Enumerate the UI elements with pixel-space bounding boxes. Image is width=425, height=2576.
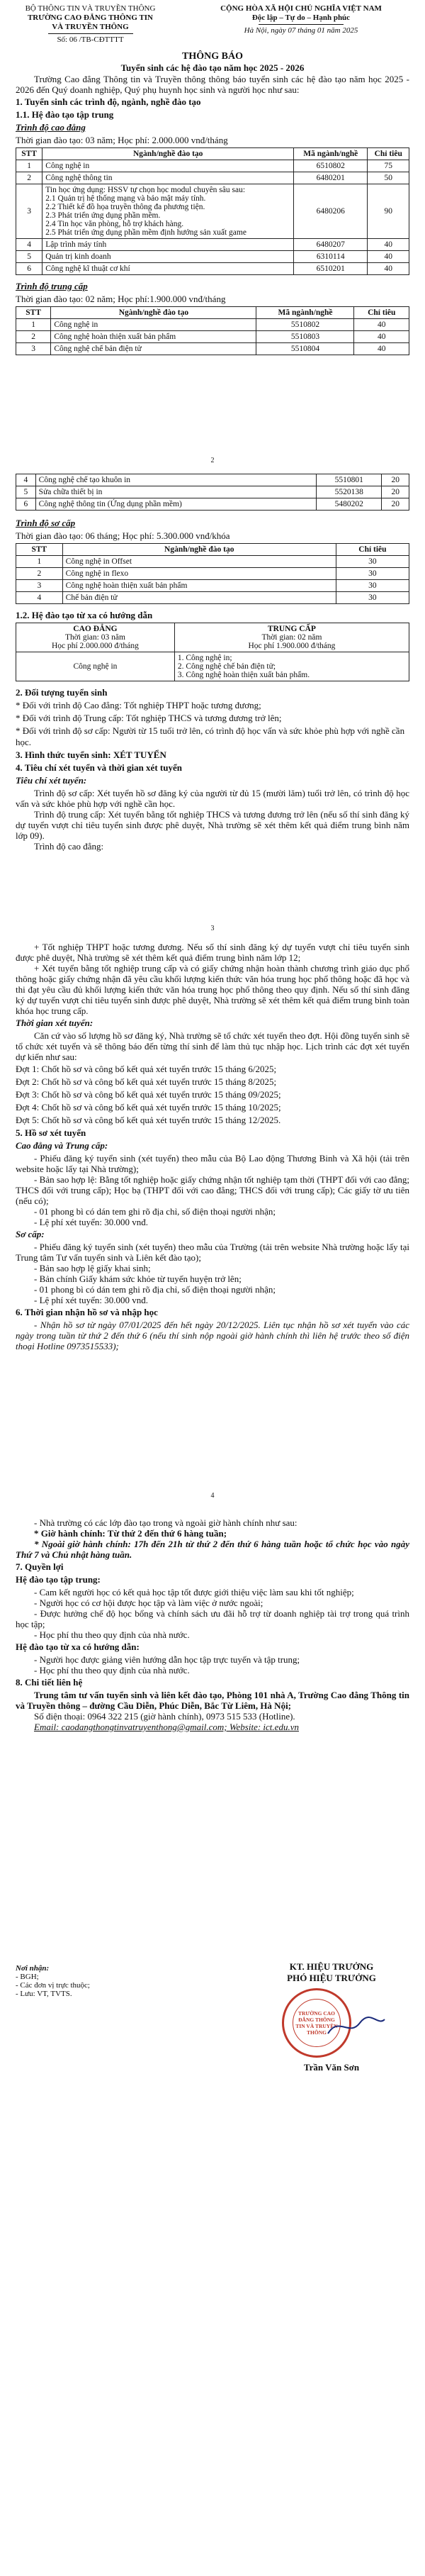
docs-elementary-2: - Bản sao hợp lệ giấy khai sinh; (34, 1263, 151, 1273)
benefit-4: - Học phí thu theo quy định của nhà nước. (34, 1629, 190, 1640)
remote-major-1: 1. Công nghệ in; (177, 654, 232, 662)
remote-college-fee: Học phí 2.000.000 đ/tháng (51, 642, 139, 650)
table-cell-code: 5520138 (317, 486, 382, 498)
recipients-block (16, 1964, 178, 1998)
table-cell-name: Công nghệ kĩ thuật cơ khí (42, 263, 294, 275)
column-header: Mã ngành/nghề (294, 148, 368, 160)
benefits-fulltime-heading: Hệ đào tạo tập trung: (16, 1574, 101, 1585)
remote-intermediate-time: Thời gian: 02 năm (261, 633, 322, 642)
table-cell-stt: 3 (16, 184, 42, 239)
section-1-1-heading: 1.1. Hệ đào tạo tập trung (16, 109, 114, 120)
table-cell-quota: 30 (336, 592, 409, 604)
class-schedule-intro: - Nhà trường có các lớp đào tạo trong và ngoài giờ hành chính như sau: (34, 1517, 298, 1528)
criteria-college-label: Trình độ cao đẳng: (34, 841, 104, 852)
table-cell-code: 6510201 (294, 263, 368, 275)
criteria-college-1: + Tốt nghiệp THPT hoặc tương đương. Nếu số thí sinh đăng ký dự tuyển vượt chỉ tiêu tuyển sinh được phê duyệt, Nhà trường sẽ xét thêm kết quả điểm trung bình năm lớp 12; (16, 942, 409, 963)
table-row (16, 556, 409, 568)
table-row (16, 251, 409, 263)
docs-elementary-4: - 01 phong bì có dán tem ghi rõ địa chỉ, số điện thoại người nhận; (34, 1284, 276, 1295)
round-5: Đợt 5: Chốt hồ sơ và công bố kết quả xét tuyển trước 15 tháng 12/2025. (16, 1115, 281, 1125)
table-cell-code: 5510803 (256, 331, 354, 343)
college-level-meta: Thời gian đào tạo: 03 năm; Học phí: 2.000.000 vnđ/tháng (16, 135, 228, 145)
table-cell-quota: 40 (354, 343, 409, 355)
page-2 (0, 454, 425, 922)
table-cell-name: Chế bản điện tử (62, 592, 336, 604)
document-number: Số: 06 /TB-CĐTTTT (57, 35, 124, 44)
section-7-heading: 7. Quyền lợi (16, 1561, 64, 1572)
docs-college-1: - Phiếu đăng ký tuyển sinh (xét tuyển) theo mẫu của Bộ Lao động Thương Binh và Xã hội (tải trên website hoặc lấy tại Nhà trường); (16, 1153, 409, 1174)
table-cell-quota: 20 (382, 474, 409, 486)
issuer-block (7, 4, 174, 45)
country-name: CỘNG HÒA XÃ HỘI CHỦ NGHĨA VIỆT NAM (220, 4, 382, 13)
section-2-heading: 2. Đối tượng tuyển sinh (16, 687, 108, 698)
office-hours: * Giờ hành chính: Từ thứ 2 đến thứ 6 hàng tuần; (34, 1528, 227, 1539)
page-4-content (16, 1517, 409, 1732)
table-cell-name: Quản trị kinh doanh (42, 251, 294, 263)
section-3-heading: 3. Hình thức tuyển sinh: XÉT TUYỂN (16, 749, 166, 760)
table-cell-name: Sửa chữa thiết bị in (35, 486, 316, 498)
criteria-intermediate: Trình độ trung cấp: Xét tuyển bằng tốt nghiệp THCS và tương đương trở lên (nếu số thí sinh đăng ký dự tuyển vượt chỉ tiêu tuyển sinh được phê duyệt, Nhà trường sẽ xét thêm kết quả điểm trung bình năm lớp 09). (16, 809, 409, 841)
intermediate-level-heading: Trình độ trung cấp (16, 281, 88, 291)
remote-college-time: Thời gian: 03 năm (64, 633, 125, 642)
table-cell-name: Công nghệ hoàn thiện xuất bản phẩm (62, 580, 336, 592)
section-1-heading: 1. Tuyển sinh các trình độ, ngành, nghề đào tạo (16, 96, 201, 107)
intro-paragraph: Trường Cao đẳng Thông tin và Truyền thông thông báo tuyển sinh các hệ đào tạo năm học 2025 - 2026 đến Quý doanh nghiệp, Quý phụ huynh học sinh và người học như sau: (16, 74, 409, 95)
column-header: STT (16, 307, 51, 319)
stamp-text: TRƯỜNG CAO ĐẲNG THÔNG TIN VÀ TRUYỀN THÔNG (293, 1999, 341, 2047)
criteria-elementary: Trình độ sơ cấp: Xét tuyển hồ sơ đăng ký của người từ đủ 15 (mười lăm) tuổi trở lên, có trình độ học vấn và sức khỏe phù hợp với nghề cần học. (16, 788, 409, 809)
benefits-remote-heading: Hệ đào tạo từ xa có hướng dẫn: (16, 1641, 140, 1652)
table-cell-name: Công nghệ in Offset (62, 556, 336, 568)
elementary-programs-table (16, 543, 409, 604)
table-cell-name: Công nghệ thông tin (42, 172, 294, 184)
college-programs-table (16, 147, 409, 275)
table-cell-stt: 6 (16, 498, 36, 511)
table-cell-quota: 75 (368, 160, 409, 172)
table-cell-stt: 3 (16, 580, 63, 592)
page-number: 2 (210, 457, 215, 464)
page-3-content (16, 942, 409, 1351)
round-4: Đợt 4: Chốt hồ sơ và công bố kết quả xét tuyển trước 15 tháng 10/2025; (16, 1102, 281, 1113)
target-elementary: * Đối với trình độ sơ cấp: Người từ 15 tuổi trở lên, có trình độ học vấn và sức khỏe phù hợp với nghề cần học. (16, 725, 405, 747)
school-name-line2: VÀ TRUYỀN THÔNG (52, 23, 129, 31)
docs-elementary-heading: Sơ cấp: (16, 1229, 45, 1239)
table-cell-code: 5480202 (317, 498, 382, 511)
docs-college-4: - Lệ phí xét tuyển: 30.000 vnđ. (34, 1217, 149, 1227)
section-4-heading: 4. Tiêu chí xét tuyển và thời gian xét tuyển (16, 762, 182, 773)
stamp-area (254, 1984, 409, 2062)
table-cell-stt: 6 (16, 263, 42, 275)
contact-phone: Số điện thoại: 0964 322 215 (giờ hành chính), 0973 515 533 (Hotline). (34, 1711, 295, 1722)
table-cell-quota: 30 (336, 568, 409, 580)
timing-heading: Thời gian xét tuyển: (16, 1017, 94, 1028)
remote-benefit-2: - Học phí thu theo quy định của nhà nước. (34, 1665, 190, 1675)
docs-elementary-3: - Bản chính Giấy khám sức khỏe từ tuyến huyện trở lên; (34, 1273, 242, 1284)
table-cell-name: Công nghệ thông tin (Ứng dụng phần mềm) (35, 498, 316, 511)
table-cell-quota: 40 (354, 331, 409, 343)
table-row (16, 498, 409, 511)
document-title: THÔNG BÁO (182, 51, 243, 62)
remote-major-2: 2. Công nghệ chế bản điện tử; (177, 662, 276, 671)
table-cell-stt: 5 (16, 251, 42, 263)
table-cell-quota: 30 (336, 580, 409, 592)
sign-on-behalf: KT. HIỆU TRƯỞNG (289, 1961, 374, 1972)
target-college: * Đối với trình độ Cao đẳng: Tốt nghiệp THPT hoặc tương đương; (16, 700, 261, 710)
column-header: Ngành/nghề đào tạo (62, 544, 336, 556)
column-header: Mã ngành/nghề (256, 307, 354, 319)
table-cell-stt: 5 (16, 486, 36, 498)
table-cell-stt: 2 (16, 568, 63, 580)
elementary-level-heading: Trình độ sơ cấp (16, 518, 76, 528)
round-3: Đợt 3: Chốt hồ sơ và công bố kết quả xét tuyển trước 15 tháng 09/2025; (16, 1089, 281, 1100)
column-header: Chỉ tiêu (336, 544, 409, 556)
benefit-1: - Cam kết người học có kết quả học tập tốt được giới thiệu việc làm sau khi tốt nghiệp; (34, 1587, 354, 1598)
page-4 (0, 1489, 425, 1957)
contact-email[interactable]: Email: caodangthongtinvatruyenthong@gmail.com; Website: ict.edu.vn (34, 1722, 299, 1732)
signer-name: Trần Văn Sơn (303, 2062, 360, 2073)
criteria-heading: Tiêu chí xét tuyển: (16, 775, 87, 786)
round-1: Đợt 1: Chốt hồ sơ và công bố kết quả xét tuyển trước 15 tháng 6/2025; (16, 1064, 277, 1074)
table-row (16, 343, 409, 355)
round-2: Đợt 2: Chốt hồ sơ và công bố kết quả xét tuyển trước 15 tháng 8/2025; (16, 1076, 277, 1087)
intermediate-level-meta: Thời gian đào tạo: 02 năm; Học phí:1.900.000 vnđ/tháng (16, 294, 226, 304)
table-cell-name: Công nghệ chế bản điện tử (51, 343, 256, 355)
table-cell-quota: 40 (368, 263, 409, 275)
signature-icon (324, 2012, 388, 2041)
table-cell-quota: 50 (368, 172, 409, 184)
page-2-content (16, 474, 409, 852)
table-cell-name: Tin học ứng dụng: HSSV tự chọn học modul chuyên sâu sau: 2.1 Quản trị hệ thống mạng và bảo mật máy tính. 2.2 Thiết kế đồ họa truyền thông đa phương tiện. 2.3 Phát triển ứng dụng phần mềm. 2.4 Tin học văn phòng, hỗ trợ khách hàng. 2.5 Phát triển ứng dụng phần mềm định hướng sản xuất game (42, 184, 294, 239)
section-1-2-heading: 1.2. Hệ đào tạo từ xa có hướng dẫn (16, 610, 153, 620)
docs-college-2: - Bản sao hợp lệ: Bằng tốt nghiệp hoặc giấy chứng nhận tốt nghiệp tạm thời (THPT đối với cao đẳng; THCS đối với trung cấp); Học bạ (THPT đối với cao đẳng; THCS đối với trung cấp); Các giấy tờ ưu tiên (nếu có); (16, 1174, 409, 1206)
page-number: 4 (210, 1492, 215, 1500)
table-cell-quota: 90 (368, 184, 409, 239)
table-row (16, 184, 409, 239)
section-8-heading: 8. Chi tiết liên hệ (16, 1677, 83, 1688)
timing-text: Căn cứ vào số lượng hồ sơ đăng ký, Nhà trường sẽ tổ chức xét tuyển theo đợt. Hội đồng tuyển sinh sẽ tổ chức xét tuyển và sẽ thông báo đến từng thí sinh để làm thủ tục nhập học. Lịch trình các đợt xét tuyển dự kiến như sau: (16, 1030, 409, 1062)
intermediate-programs-table-part1 (16, 306, 409, 355)
table-row (16, 239, 409, 251)
recipient-3: - Lưu: VT, TVTS. (16, 1990, 72, 1998)
table-cell-stt: 1 (16, 319, 51, 331)
remote-benefit-1: - Người học được giảng viên hướng dẫn học tập trực tuyến và tập trung; (34, 1654, 300, 1665)
table-cell-stt: 4 (16, 239, 42, 251)
national-motto-block (184, 4, 418, 35)
table-cell-code: 6480206 (294, 184, 368, 239)
table-row (16, 160, 409, 172)
table-cell-stt: 4 (16, 474, 36, 486)
signature-block (254, 1961, 409, 2073)
table-cell-stt: 1 (16, 160, 42, 172)
table-row (16, 568, 409, 580)
table-cell-quota: 20 (382, 498, 409, 511)
page-1-content (16, 51, 409, 355)
criteria-college-2: + Xét tuyển bằng tốt nghiệp trung cấp và có giấy chứng nhận hoàn thành chương trình giáo dục phổ thông hoặc giấy chứng nhận đã yêu cầu khối lượng kiến thức văn hóa trung học phổ thông hoặc đã học và thi đạt yêu cầu đủ khối lượng kiến thức văn hóa trung học phổ thông theo quy định. Nếu số thí sinh đăng ký dự tuyển vượt chỉ tiêu tuyển sinh được phê duyệt, Nhà trường sẽ xét thêm kết quả điểm trung bình toàn khóa học trung cấp. (16, 963, 409, 1016)
column-header: Chỉ tiêu (368, 148, 409, 160)
table-cell-stt: 1 (16, 556, 63, 568)
table-cell-quota: 40 (368, 251, 409, 263)
school-name-line1: TRƯỜNG CAO ĐẲNG THÔNG TIN (27, 13, 154, 22)
contact-address: Trung tâm tư vấn tuyển sinh và liên kết đào tạo, Phòng 101 nhà A, Trường Cao đẳng Thông tin và Truyền thông – đường Cầu Diễn, Phúc Diễn, Bắc Từ Liêm, Hà Nội; (16, 1690, 409, 1711)
table-cell-name: Công nghệ in (51, 319, 256, 331)
table-cell-code: 6510802 (294, 160, 368, 172)
table-cell-name: Lập trình máy tính (42, 239, 294, 251)
table-row (16, 263, 409, 275)
remote-intermediate-title: TRUNG CẤP (267, 625, 316, 633)
column-header: Ngành/nghề đào tạo (42, 148, 294, 160)
docs-college-heading: Cao đẳng và Trung cấp: (16, 1140, 108, 1151)
table-cell-code: 5510804 (256, 343, 354, 355)
ministry-name: BỘ THÔNG TIN VÀ TRUYỀN THÔNG (25, 4, 156, 13)
benefit-2: - Người học có cơ hội được học tập và làm việc ở nước ngoài; (34, 1598, 264, 1608)
issue-date: Hà Nội, ngày 07 tháng 01 năm 2025 (244, 26, 358, 35)
college-level-heading: Trình độ cao đẳng (16, 122, 86, 133)
column-header: STT (16, 148, 42, 160)
intermediate-programs-table-part2 (16, 474, 409, 511)
section-5-heading: 5. Hồ sơ xét tuyển (16, 1127, 86, 1138)
table-cell-code: 6480207 (294, 239, 368, 251)
table-cell-name: Công nghệ chế tạo khuôn in (35, 474, 316, 486)
signer-role: PHÓ HIỆU TRƯỞNG (287, 1973, 376, 1983)
intake-period: - Nhận hồ sơ từ ngày 07/01/2025 đến hết ngày 20/12/2025. Liên tục nhận hồ sơ xét tuyển vào các ngày trong tuần từ thứ 2 đến thứ 6 (nếu thí sinh nộp ngoài giờ hành chính thì liên hệ trước theo số điện thoại Hotline 0973515533); (16, 1320, 409, 1351)
document-subtitle: Tuyển sinh các hệ đào tạo năm học 2025 - 2026 (120, 62, 305, 73)
table-row (16, 580, 409, 592)
table-cell-stt: 2 (16, 172, 42, 184)
table-cell-stt: 2 (16, 331, 51, 343)
document-header (7, 4, 418, 47)
table-cell-code: 5510802 (256, 319, 354, 331)
recipient-2: - Các đơn vị trực thuộc; (16, 1981, 90, 1990)
table-cell-name: Công nghệ hoàn thiện xuất bản phẩm (51, 331, 256, 343)
table-row (16, 592, 409, 604)
benefit-3: - Được hưởng chế độ học bổng và chính sách ưu đãi hỗ trợ từ doanh nghiệp tài trợ trong quá trình học tập; (16, 1608, 409, 1629)
table-row (16, 319, 409, 331)
page-number: 3 (210, 925, 215, 932)
recipients-title: Nơi nhận: (16, 1964, 50, 1973)
motto: Độc lập – Tự do – Hạnh phúc (251, 13, 351, 22)
remote-intermediate-fee: Học phí 1.900.000 đ/tháng (248, 642, 336, 650)
table-row (16, 331, 409, 343)
table-cell-code: 6480201 (294, 172, 368, 184)
docs-college-3: - 01 phong bì có dán tem ghi rõ địa chỉ, số điện thoại người nhận; (34, 1206, 276, 1217)
section-6-heading: 6. Thời gian nhận hồ sơ và nhập học (16, 1307, 158, 1317)
table-row (16, 172, 409, 184)
page-3 (0, 922, 425, 1489)
page-5 (0, 1957, 425, 2576)
table-cell-name: Công nghệ in (42, 160, 294, 172)
table-row (16, 486, 409, 498)
table-row (16, 474, 409, 486)
docs-elementary-5: - Lệ phí xét tuyển: 30.000 vnđ. (34, 1295, 149, 1305)
elementary-level-meta: Thời gian đào tạo: 06 tháng; Học phí: 5.300.000 vnđ/khóa (16, 530, 230, 541)
remote-college-title: CAO ĐẲNG (73, 625, 118, 633)
remote-college-major: Công nghệ in (16, 652, 175, 681)
target-intermediate: * Đối với trình độ Trung cấp: Tốt nghiệp THCS và tương đương trở lên; (16, 713, 282, 723)
table-cell-quota: 30 (336, 556, 409, 568)
recipient-1: - BGH; (16, 1973, 39, 1981)
column-header: Chỉ tiêu (354, 307, 409, 319)
table-cell-stt: 4 (16, 592, 63, 604)
docs-elementary-1: - Phiếu đăng ký tuyển sinh (xét tuyển) theo mẫu của Trường (tải trên website Nhà trường hoặc lấy tại Trung tâm Tư vấn tuyển sinh và Liên kết đào tạo); (16, 1242, 409, 1263)
table-cell-quota: 40 (354, 319, 409, 331)
table-cell-name: Công nghệ in flexo (62, 568, 336, 580)
page-1 (0, 0, 425, 454)
table-cell-quota: 40 (368, 239, 409, 251)
column-header: STT (16, 544, 63, 556)
remote-programs-table (16, 623, 409, 681)
remote-major-3: 3. Công nghệ hoàn thiện xuất bản phẩm. (177, 671, 310, 679)
table-cell-quota: 20 (382, 486, 409, 498)
table-cell-code: 5510801 (317, 474, 382, 486)
column-header: Ngành/nghề đào tạo (51, 307, 256, 319)
table-cell-stt: 3 (16, 343, 51, 355)
table-cell-code: 6310114 (294, 251, 368, 263)
after-hours: * Ngoài giờ hành chính: 17h đến 21h từ thứ 2 đến thứ 6 hàng tuần hoặc tổ chức học vào ngày Thứ 7 và Chủ nhật hàng tuần. (16, 1539, 409, 1560)
